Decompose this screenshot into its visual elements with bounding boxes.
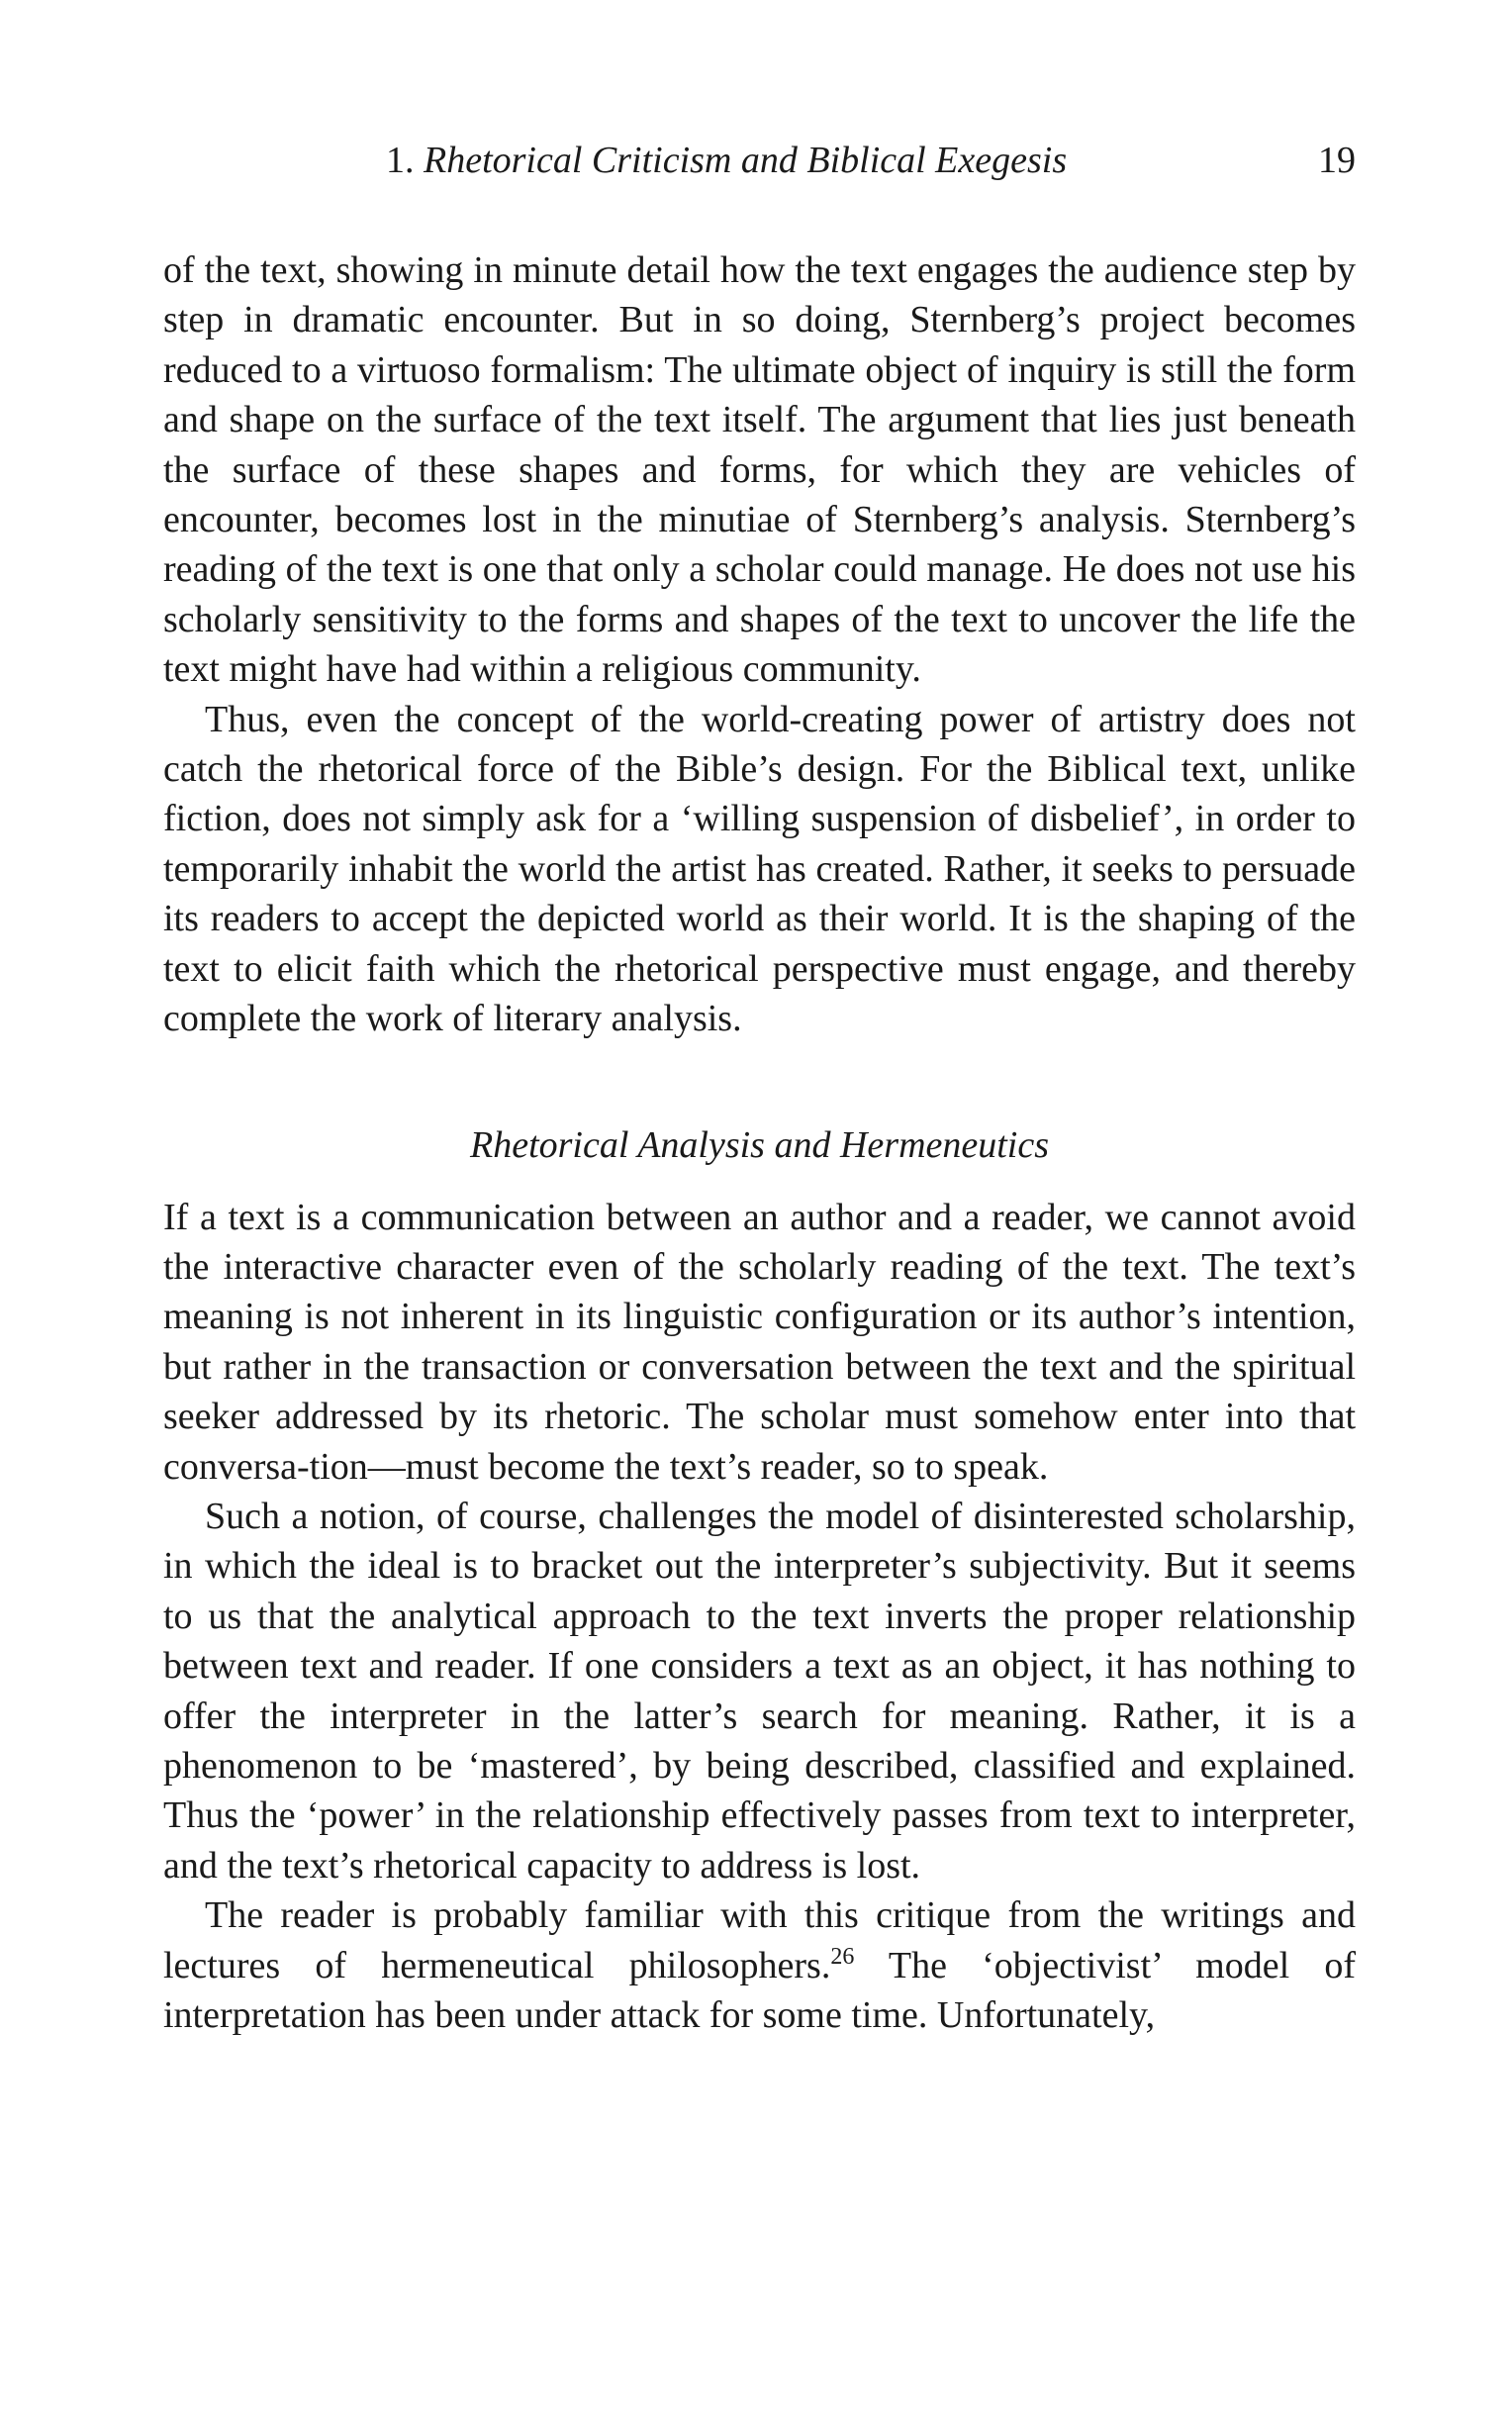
paragraph-text-after-note: The ‘objectivist’ model of interpretation has been under attack for some time. Unfortunately, (163, 1944, 1356, 2036)
paragraph-text-before-note: The reader is probably familiar with this critique from the writings and lectures of hermeneutical philosophers. (163, 1894, 1356, 1986)
section-heading: Rhetorical Analysis and Hermeneutics (469, 1123, 1050, 1166)
chapter-number: 1. (386, 140, 415, 181)
footnote-reference[interactable]: 26 (830, 1943, 855, 1970)
paragraph: If a text is a communication between an author and a reader, we cannot avoid the interactive character even of the scholarly reading of the text. The text’s meaning is not inherent in its linguistic configuration or its author’s intention, but rather in the transaction or conversation between the text and the spiritual seeker addressed by its rhetoric. The scholar must somehow enter into that conversa-tion—must become the text’s reader, so to speak. (163, 1196, 1356, 1488)
chapter-title: Rhetorical Criticism and Biblical Exegesis (424, 140, 1068, 181)
body-text (163, 245, 1356, 2040)
page-number: 19 (1318, 140, 1356, 181)
running-head (163, 139, 1356, 188)
paragraph-continued: of the text, showing in minute detail how the text engages the audience step by step in dramatic encounter. But in so doing, Sternberg’s project becomes reduced to a virtuoso formalism: The ultimate object of inquiry is still the form and shape on the surface of the text itself. The argument that lies just beneath the surface of these shapes and forms, for which they are vehicles of encounter, becomes lost in the minutiae of Sternberg’s analysis. Sternberg’s reading of the text is one that only a scholar could manage. He does not use his scholarly sensitivity to the forms and shapes of the text to uncover the life the text might have had within a religious community. (163, 249, 1356, 691)
running-title (386, 139, 1067, 182)
paragraph: Thus, even the concept of the world-creating power of artistry does not catch the rhetorical force of the Bible’s design. For the Biblical text, unlike fiction, does not simply ask for a ‘willing suspension of disbelief’, in order to temporarily inhabit the world the artist has created. Rather, it seeks to persuade its readers to accept the depicted world as their world. It is the shaping of the text to elicit faith which the rhetorical perspective must engage, and thereby complete the work of literary analysis. (163, 698, 1356, 1040)
paragraph (163, 1890, 1356, 2040)
paragraph: Such a notion, of course, challenges the model of disinterested scholarship, in which the ideal is to bracket out the interpreter’s subjectivity. But it seems to us that the analytical approach to the text inverts the proper relationship between text and reader. If one considers a text as an object, it has nothing to offer the interpreter in the latter’s search for meaning. Rather, it is a phenomenon to be ‘mastered’, by being described, classified and explained. Thus the ‘power’ in the relationship effectively passes from text to interpreter, and the text’s rhetorical capacity to address is lost. (163, 1495, 1356, 1887)
